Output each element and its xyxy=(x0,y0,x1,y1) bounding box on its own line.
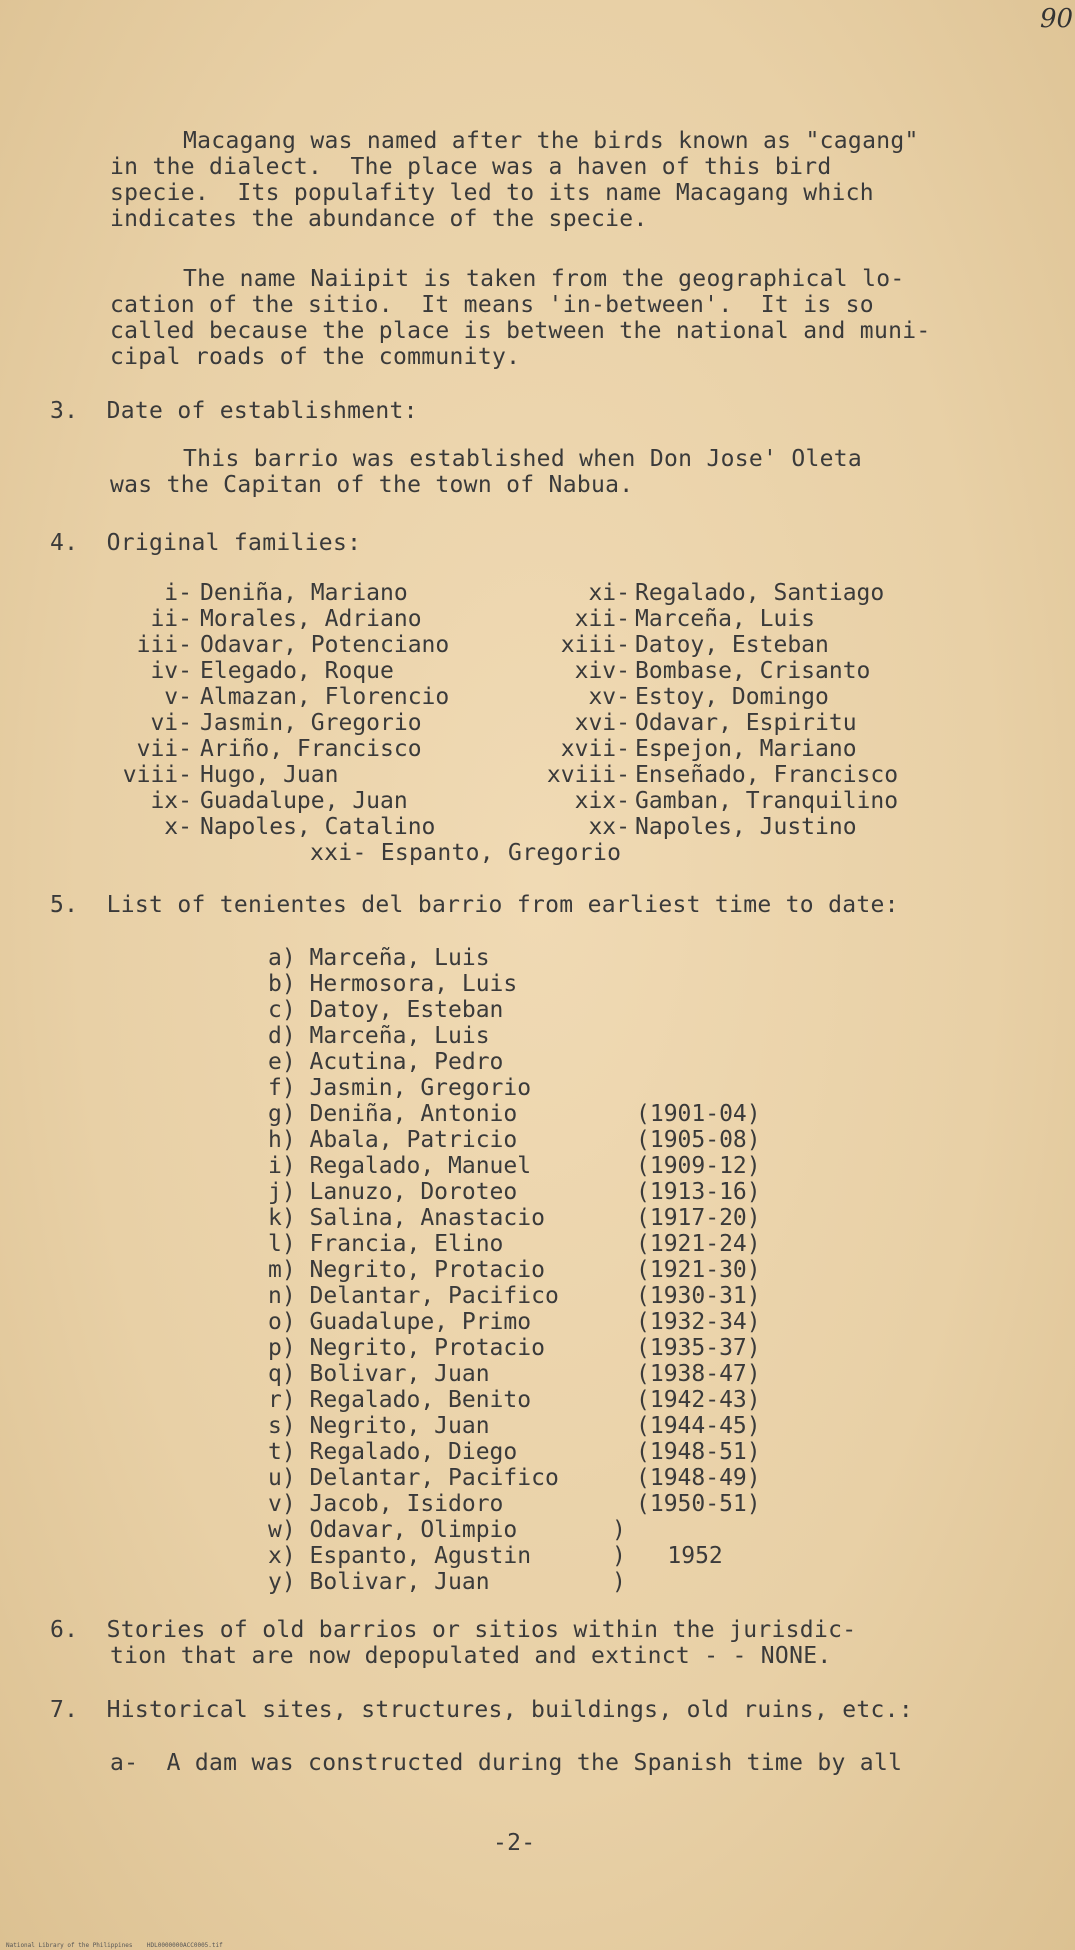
teniente-years: (1948-51) xyxy=(636,1439,761,1465)
section-heading: 7. Historical sites, structures, buildings, old ruins, etc.: xyxy=(50,1697,913,1723)
family-numeral: xvii- xyxy=(560,736,630,762)
teniente-name: u) Delantar, Pacifico xyxy=(268,1465,559,1491)
teniente-name: v) Jacob, Isidoro xyxy=(268,1491,504,1517)
section-heading: 4. Original families: xyxy=(50,530,362,556)
family-numeral: ii- xyxy=(150,606,192,632)
teniente-name: e) Acutina, Pedro xyxy=(268,1049,504,1075)
teniente-name: p) Negrito, Protacio xyxy=(268,1335,545,1361)
family-entry: xxi- Espanto, Gregorio xyxy=(310,840,622,866)
teniente-name: r) Regalado, Benito xyxy=(268,1387,532,1413)
text-line: tion that are now depopulated and extinct - - NONE. xyxy=(110,1643,832,1669)
family-numeral: x- xyxy=(164,814,192,840)
text-line: indicates the abundance of the specie. xyxy=(110,206,648,232)
family-numeral: i- xyxy=(164,580,192,606)
section-heading: 3. Date of establishment: xyxy=(50,398,418,424)
family-name: Jasmin, Gregorio xyxy=(200,710,422,736)
text-line: was the Capitan of the town of Nabua. xyxy=(110,472,634,498)
family-numeral: xx- xyxy=(588,814,630,840)
family-name: Regalado, Santiago xyxy=(635,580,885,606)
teniente-name: g) Deniña, Antonio xyxy=(268,1101,518,1127)
teniente-name: h) Abala, Patricio xyxy=(268,1127,518,1153)
family-name: Deniña, Mariano xyxy=(200,580,408,606)
teniente-name: s) Negrito, Juan xyxy=(268,1413,490,1439)
teniente-name: f) Jasmin, Gregorio xyxy=(268,1075,532,1101)
text-line: This barrio was established when Don Jose' Oleta xyxy=(183,446,863,472)
family-numeral: xiii- xyxy=(560,632,630,658)
family-numeral: v- xyxy=(164,684,192,710)
teniente-years: ) xyxy=(612,1569,626,1595)
family-numeral: ix- xyxy=(150,788,192,814)
teniente-years: ) 1952 xyxy=(612,1543,723,1569)
text-line: a- A dam was constructed during the Spanish time by all xyxy=(110,1750,903,1776)
teniente-name: b) Hermosora, Luis xyxy=(268,971,518,997)
section-heading: 5. List of tenientes del barrio from earliest time to date: xyxy=(50,892,899,918)
teniente-years: (1921-30) xyxy=(636,1257,761,1283)
teniente-name: c) Datoy, Esteban xyxy=(268,997,504,1023)
section-heading: 6. Stories of old barrios or sitios within the jurisdic- xyxy=(50,1617,857,1643)
teniente-years: (1921-24) xyxy=(636,1231,761,1257)
family-name: Enseñado, Francisco xyxy=(635,762,899,788)
teniente-years: (1935-37) xyxy=(636,1335,761,1361)
family-name: Bombase, Crisanto xyxy=(635,658,871,684)
text-line: cipal roads of the community. xyxy=(110,344,521,370)
family-name: Elegado, Roque xyxy=(200,658,394,684)
archive-footer: National Library of the Philippines HDL0000000ACC0005.tif xyxy=(6,1942,223,1949)
family-numeral: xix- xyxy=(574,788,630,814)
teniente-years: (1944-45) xyxy=(636,1413,761,1439)
family-numeral: xi- xyxy=(588,580,630,606)
family-name: Marceña, Luis xyxy=(635,606,816,632)
teniente-name: x) Espanto, Agustin xyxy=(268,1543,532,1569)
family-numeral: xvi- xyxy=(574,710,630,736)
teniente-name: q) Bolivar, Juan xyxy=(268,1361,490,1387)
teniente-years: (1930-31) xyxy=(636,1283,761,1309)
family-numeral: vi- xyxy=(150,710,192,736)
family-name: Guadalupe, Juan xyxy=(200,788,408,814)
teniente-years: ) xyxy=(612,1517,626,1543)
family-numeral: xii- xyxy=(574,606,630,632)
teniente-name: d) Marceña, Luis xyxy=(268,1023,490,1049)
teniente-years: (1950-51) xyxy=(636,1491,761,1517)
teniente-name: m) Negrito, Protacio xyxy=(268,1257,545,1283)
family-name: Gamban, Tranquilino xyxy=(635,788,899,814)
family-numeral: xviii- xyxy=(546,762,630,788)
teniente-name: t) Regalado, Diego xyxy=(268,1439,518,1465)
family-name: Espejon, Mariano xyxy=(635,736,857,762)
text-line: specie. Its populafity led to its name Macagang which xyxy=(110,180,874,206)
teniente-years: (1942-43) xyxy=(636,1387,761,1413)
family-numeral: xv- xyxy=(588,684,630,710)
family-name: Morales, Adriano xyxy=(200,606,422,632)
teniente-years: (1901-04) xyxy=(636,1101,761,1127)
family-name: Estoy, Domingo xyxy=(635,684,829,710)
family-name: Almazan, Florencio xyxy=(200,684,450,710)
page-annotation: 90 xyxy=(1040,4,1074,34)
family-name: Datoy, Esteban xyxy=(635,632,829,658)
family-numeral: iii- xyxy=(136,632,192,658)
family-numeral: vii- xyxy=(136,736,192,762)
teniente-years: (1938-47) xyxy=(636,1361,761,1387)
teniente-name: n) Delantar, Pacifico xyxy=(268,1283,559,1309)
teniente-name: y) Bolivar, Juan xyxy=(268,1569,490,1595)
family-numeral: viii- xyxy=(122,762,192,788)
family-name: Napoles, Justino xyxy=(635,814,857,840)
family-name: Odavar, Potenciano xyxy=(200,632,450,658)
teniente-years: (1948-49) xyxy=(636,1465,761,1491)
teniente-name: l) Francia, Elino xyxy=(268,1231,504,1257)
text-line: The name Naiipit is taken from the geographical lo- xyxy=(183,266,905,292)
page-number: -2- xyxy=(493,1830,536,1856)
text-line: cation of the sitio. It means 'in-between'. It is so xyxy=(110,292,874,318)
text-line: Macagang was named after the birds known as "cagang" xyxy=(183,128,919,154)
teniente-name: w) Odavar, Olimpio xyxy=(268,1517,518,1543)
teniente-years: (1909-12) xyxy=(636,1153,761,1179)
family-name: Hugo, Juan xyxy=(200,762,339,788)
teniente-years: (1905-08) xyxy=(636,1127,761,1153)
teniente-years: (1917-20) xyxy=(636,1205,761,1231)
text-line: called because the place is between the national and muni- xyxy=(110,318,931,344)
family-name: Ariño, Francisco xyxy=(200,736,422,762)
teniente-name: a) Marceña, Luis xyxy=(268,945,490,971)
teniente-name: k) Salina, Anastacio xyxy=(268,1205,545,1231)
teniente-years: (1932-34) xyxy=(636,1309,761,1335)
teniente-name: j) Lanuzo, Doroteo xyxy=(268,1179,518,1205)
family-numeral: xiv- xyxy=(574,658,630,684)
teniente-name: o) Guadalupe, Primo xyxy=(268,1309,532,1335)
family-name: Napoles, Catalino xyxy=(200,814,436,840)
teniente-name: i) Regalado, Manuel xyxy=(268,1153,532,1179)
family-name: Odavar, Espiritu xyxy=(635,710,857,736)
teniente-years: (1913-16) xyxy=(636,1179,761,1205)
text-line: in the dialect. The place was a haven of this bird xyxy=(110,154,832,180)
family-numeral: iv- xyxy=(150,658,192,684)
